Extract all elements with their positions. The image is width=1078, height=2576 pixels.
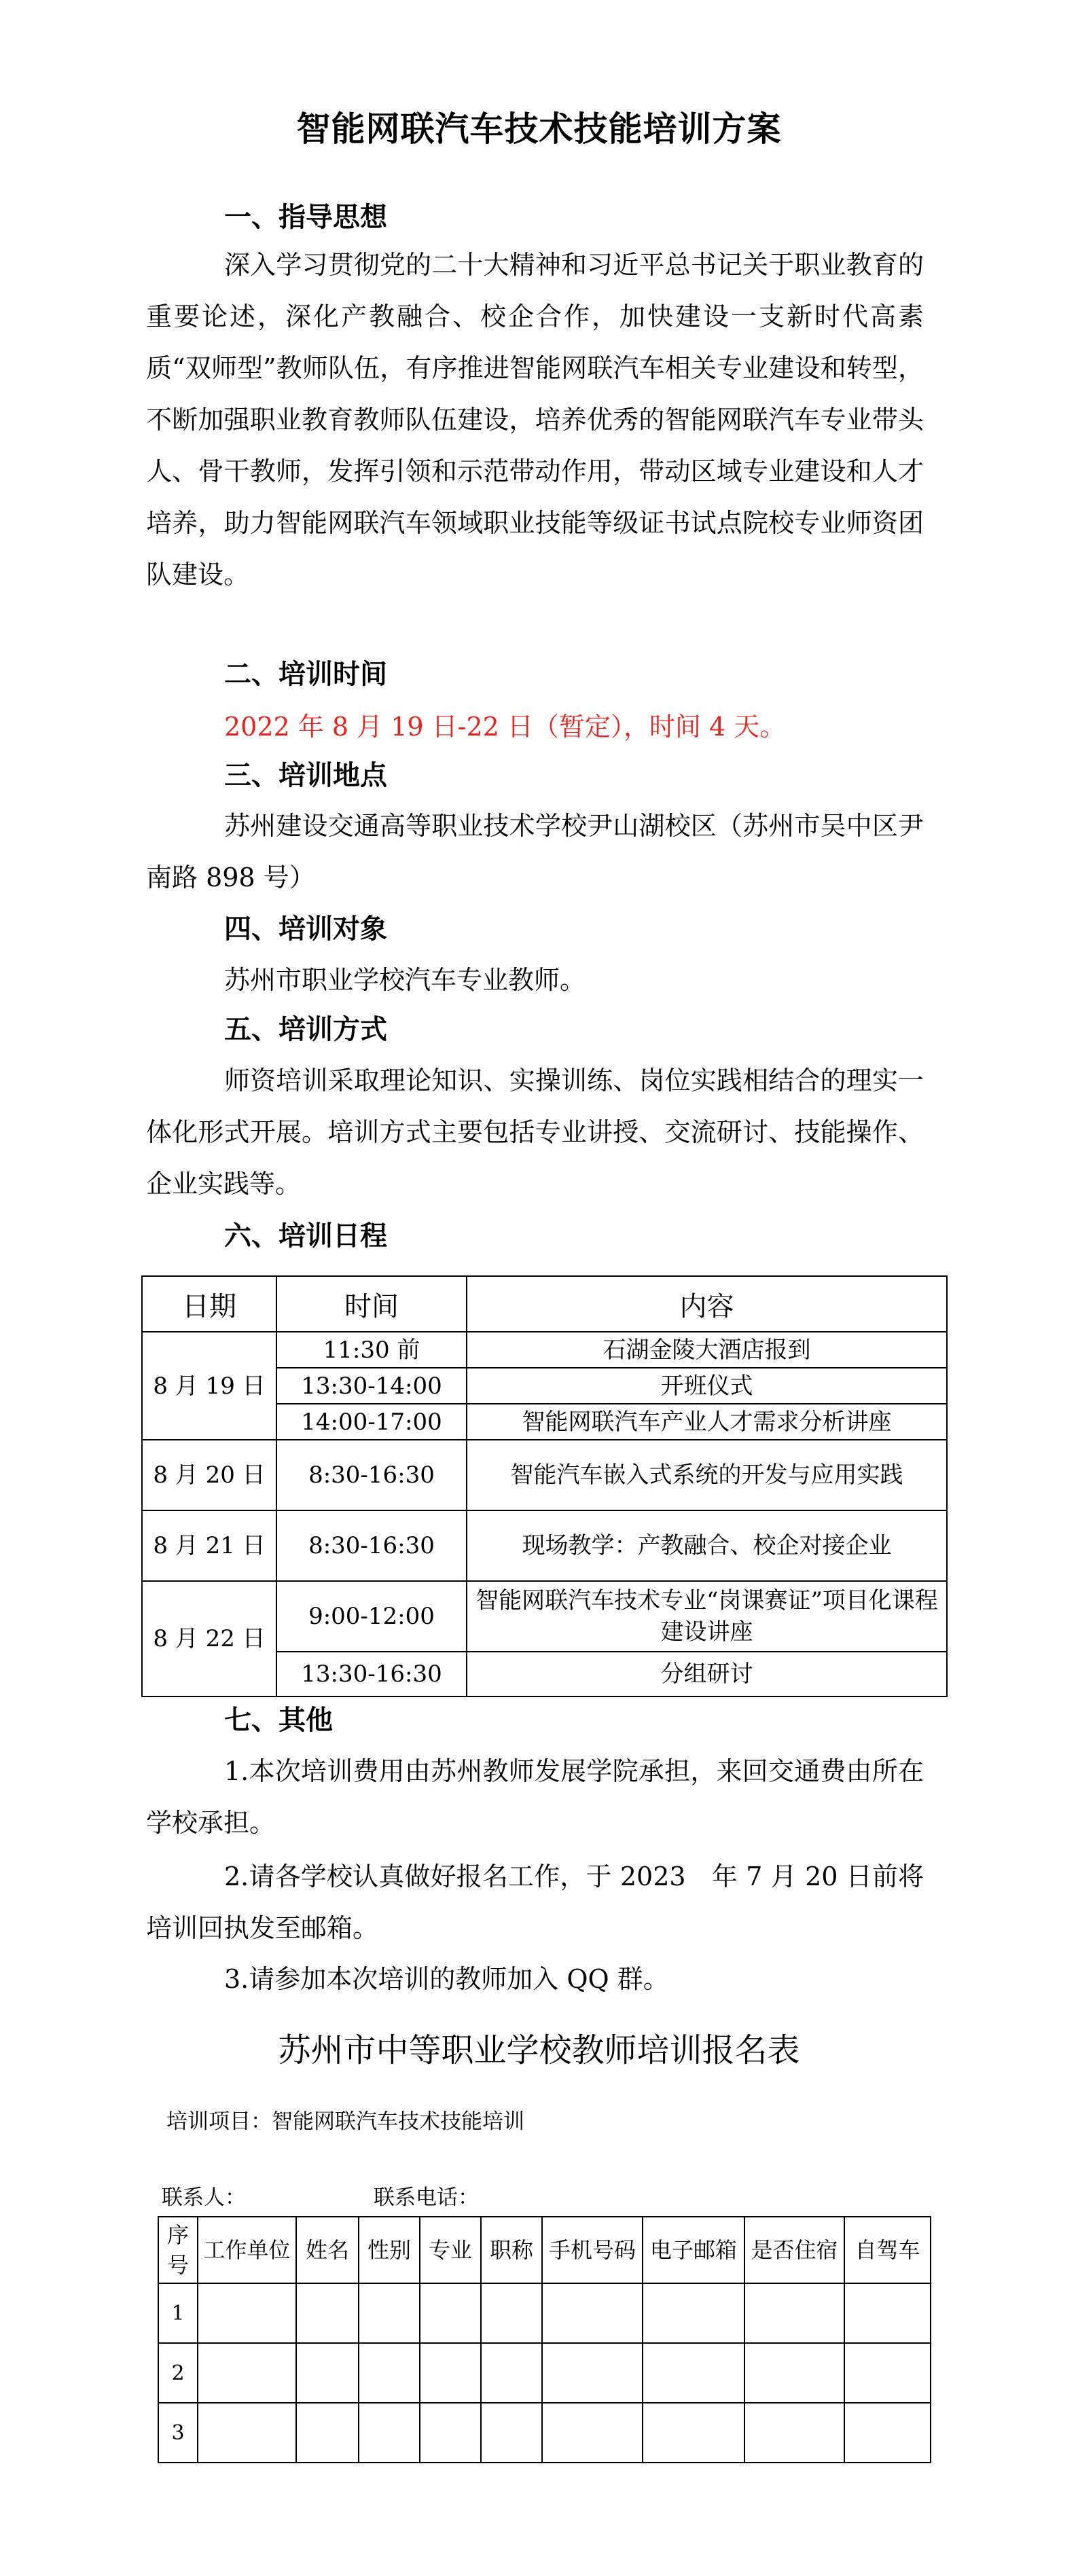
registration-table — [158, 2216, 931, 2463]
reg-header-workplace: 工作单位 — [198, 2217, 296, 2283]
reg-header-self-drive: 自驾车 — [844, 2217, 931, 2283]
section-heading-training-schedule: 六、培训日程 — [224, 1220, 387, 1252]
schedule-header-time: 时间 — [276, 1276, 467, 1332]
reg-header-major: 专业 — [420, 2217, 481, 2283]
registration-header-row — [158, 2217, 931, 2283]
reg-input-cell[interactable] — [844, 2343, 931, 2403]
other-item-3: 3.请参加本次培训的教师加入 QQ 群。 — [224, 1964, 669, 1994]
section-body-training-audience: 苏州市职业学校汽车专业教师。 — [224, 965, 586, 995]
section-heading-other: 七、其他 — [224, 1704, 333, 1736]
section-body-guiding-ideology: 深入学习贯彻党的二十大精神和习近平总书记关于职业教育的重要论述，深化产教融合、校企合作，加快建设一支新时代高素质“双师型”教师队伍，有序推进智能网联汽车相关专业建设和转型，不断加强职业教育教师队伍建设，培养优秀的智能网联汽车专业带头人、骨干教师，发挥引领和示范带动作用，带动区域专业建设和人才培养，助力智能网联汽车领域职业技能等级证书试点院校专业师资团队建设。 — [146, 250, 924, 589]
schedule-content-cell: 现场教学：产教融合、校企对接企业 — [467, 1510, 947, 1581]
reg-input-cell[interactable] — [542, 2283, 643, 2343]
reg-input-cell[interactable] — [359, 2283, 420, 2343]
reg-input-cell[interactable] — [744, 2403, 844, 2463]
schedule-header-date: 日期 — [142, 1276, 276, 1332]
reg-input-cell[interactable] — [643, 2343, 744, 2403]
reg-input-cell[interactable] — [420, 2403, 481, 2463]
table-row — [142, 1332, 947, 1368]
reg-input-cell[interactable] — [744, 2283, 844, 2343]
schedule-date-cell: 8 月 20 日 — [142, 1440, 276, 1510]
schedule-time-cell: 13:30-16:30 — [276, 1652, 467, 1697]
reg-input-cell[interactable] — [296, 2403, 359, 2463]
schedule-table — [141, 1275, 948, 1697]
schedule-date-cell: 8 月 19 日 — [142, 1332, 276, 1440]
reg-input-cell[interactable] — [481, 2283, 542, 2343]
reg-input-cell[interactable] — [198, 2283, 296, 2343]
reg-input-cell[interactable] — [198, 2403, 296, 2463]
page-title: 智能网联汽车技术技能培训方案 — [296, 109, 782, 149]
reg-input-cell[interactable] — [296, 2283, 359, 2343]
reg-header-phone: 手机号码 — [542, 2217, 643, 2283]
reg-input-cell[interactable] — [643, 2283, 744, 2343]
schedule-time-cell: 8:30-16:30 — [276, 1440, 467, 1510]
reg-input-cell[interactable] — [296, 2343, 359, 2403]
reg-header-name: 姓名 — [296, 2217, 359, 2283]
reg-header-serial: 序号 — [158, 2217, 198, 2283]
reg-input-cell[interactable] — [542, 2403, 643, 2463]
reg-header-gender: 性别 — [359, 2217, 420, 2283]
section-heading-guiding-ideology: 一、指导思想 — [224, 201, 387, 233]
reg-input-cell[interactable] — [420, 2343, 481, 2403]
schedule-date-cell: 8 月 22 日 — [142, 1581, 276, 1697]
training-project-label: 培训项目：智能网联汽车技术技能培训 — [166, 2109, 524, 2134]
schedule-content-cell: 智能汽车嵌入式系统的开发与应用实践 — [467, 1440, 947, 1510]
reg-input-cell[interactable] — [542, 2343, 643, 2403]
reg-input-cell[interactable] — [359, 2403, 420, 2463]
schedule-time-cell: 14:00-17:00 — [276, 1404, 467, 1440]
table-row — [158, 2283, 931, 2343]
section-body-training-method: 师资培训采取理论知识、实操训练、岗位实践相结合的理实一体化形式开展。培训方式主要包括专业讲授、交流研讨、技能操作、企业实践等。 — [146, 1066, 924, 1199]
other-item-1: 1.本次培训费用由苏州教师发展学院承担，来回交通费由所在学校承担。 — [146, 1756, 924, 1838]
reg-input-cell[interactable] — [744, 2343, 844, 2403]
reg-header-title: 职称 — [481, 2217, 542, 2283]
section-body-training-time: 2022 年 8 月 19 日-22 日（暂定），时间 4 天。 — [224, 712, 786, 742]
reg-input-cell[interactable] — [844, 2403, 931, 2463]
reg-input-cell[interactable] — [198, 2343, 296, 2403]
schedule-header-content: 内容 — [467, 1276, 947, 1332]
contact-person-label: 联系人： — [162, 2185, 246, 2210]
section-heading-training-method: 五、培训方式 — [224, 1013, 387, 1045]
reg-input-cell[interactable] — [420, 2283, 481, 2343]
schedule-content-cell: 智能网联汽车技术专业“岗课赛证”项目化课程建设讲座 — [467, 1581, 947, 1652]
section-heading-training-audience: 四、培训对象 — [224, 913, 387, 945]
table-row — [142, 1440, 947, 1510]
schedule-time-cell: 11:30 前 — [276, 1332, 467, 1368]
schedule-date-cell: 8 月 21 日 — [142, 1510, 276, 1581]
reg-input-cell[interactable] — [643, 2403, 744, 2463]
table-row — [142, 1581, 947, 1652]
reg-input-cell[interactable] — [359, 2343, 420, 2403]
section-heading-training-location: 三、培训地点 — [224, 759, 387, 791]
schedule-header-row — [142, 1276, 947, 1332]
other-item-2: 2.请各学校认真做好报名工作，于 2023 年 7 月 20 日前将培训回执发至邮箱。 — [146, 1862, 924, 1943]
reg-input-cell[interactable] — [481, 2343, 542, 2403]
reg-serial-cell: 2 — [158, 2343, 198, 2403]
schedule-content-cell: 分组研讨 — [467, 1652, 947, 1697]
reg-header-accommodation: 是否住宿 — [744, 2217, 844, 2283]
reg-serial-cell: 1 — [158, 2283, 198, 2343]
table-row — [158, 2403, 931, 2463]
table-row — [142, 1510, 947, 1581]
reg-input-cell[interactable] — [844, 2283, 931, 2343]
registration-title: 苏州市中等职业学校教师培训报名表 — [278, 2031, 800, 2069]
schedule-time-cell: 8:30-16:30 — [276, 1510, 467, 1581]
schedule-content-cell: 石湖金陵大酒店报到 — [467, 1332, 947, 1368]
schedule-content-cell: 开班仪式 — [467, 1368, 947, 1404]
reg-input-cell[interactable] — [481, 2403, 542, 2463]
schedule-content-cell: 智能网联汽车产业人才需求分析讲座 — [467, 1404, 947, 1440]
contact-phone-label: 联系电话： — [374, 2185, 479, 2210]
reg-header-email: 电子邮箱 — [643, 2217, 744, 2283]
table-row — [158, 2343, 931, 2403]
section-heading-training-time: 二、培训时间 — [224, 658, 387, 690]
schedule-time-cell: 13:30-14:00 — [276, 1368, 467, 1404]
reg-serial-cell: 3 — [158, 2403, 198, 2463]
section-body-training-location: 苏州建设交通高等职业技术学校尹山湖校区（苏州市吴中区尹南路 898 号） — [146, 811, 924, 892]
schedule-time-cell: 9:00-12:00 — [276, 1581, 467, 1652]
